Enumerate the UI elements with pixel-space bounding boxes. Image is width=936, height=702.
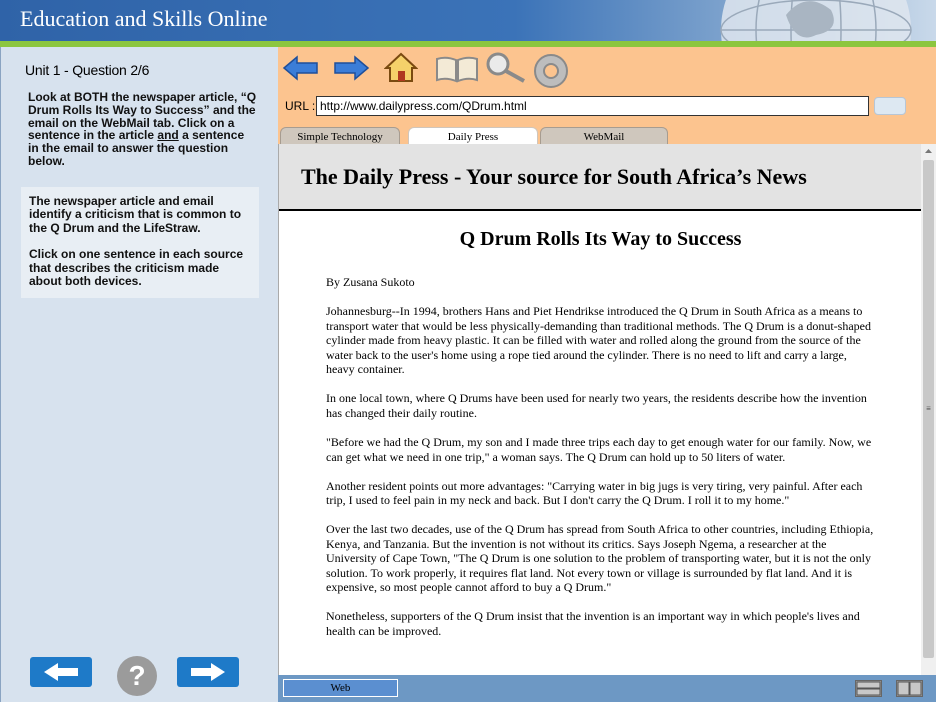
article-paragraph[interactable]: Johannesburg--In 1994, brothers Hans and Piet Hendrikse introduced the Q Drum in South Africa as a means to transport water that would be less physically-demanding than traditional methods. The Q Drum is a donut-shaped cylinder made from heavy plastic. It can be filled with water and rolled along the ground from the source of the water back to the user's home using a rope tied around the cylinder. There is no need to lift and carry a large, heavy container. bbox=[326, 303, 871, 377]
globe-icon bbox=[716, 0, 916, 41]
article-paragraph[interactable]: Another resident points out more advantages: "Carrying water in big jugs is very tiring, very painful. After each trip, I used to feel pain in my neck and back. But I don't carry the Q Drum. I roll it to my home." bbox=[326, 478, 863, 508]
browser-back-icon[interactable] bbox=[282, 55, 320, 81]
browser-forward-icon[interactable] bbox=[332, 55, 370, 81]
app-header bbox=[0, 0, 936, 41]
article-paragraph[interactable]: Over the last two decades, use of the Q Drum has spread from South Africa to other countries, including Ethiopia, Kenya, and Tanzania. But the invention is not without its critics. Says Joseph Ngema, a researcher at the University of Cape Town, "The Q Drum is one solution to the problem of transporting water, but it is not the only solution. To work properly, it requires flat land. Not every town or village is surrounded by flat land. And it is expensive, so most people cannot afford to buy a Q Drum." bbox=[326, 522, 874, 595]
search-icon[interactable] bbox=[484, 51, 530, 83]
instructions-text-2: a sentence in the email to answer the question below. bbox=[28, 128, 245, 168]
go-button[interactable] bbox=[874, 97, 906, 115]
tab-simple-technology[interactable]: Simple Technology bbox=[280, 127, 400, 145]
help-lifebuoy-icon[interactable] bbox=[532, 53, 570, 89]
back-button[interactable] bbox=[30, 657, 92, 687]
newspaper-masthead bbox=[279, 144, 921, 211]
url-label: URL : bbox=[285, 99, 316, 113]
help-button[interactable]: ? bbox=[117, 656, 157, 696]
scroll-thumb[interactable] bbox=[923, 160, 934, 658]
article-paragraph[interactable]: In one local town, where Q Drums have been used for nearly two years, the residents describe how the invention has changed their daily routine. bbox=[326, 391, 867, 420]
instructions-text-1: Look at BOTH the newspaper article, “Q Drum Rolls Its Way to Success” and the email on the WebMail tab. Click on a sentence in the article bbox=[28, 90, 257, 143]
browser-tabs bbox=[278, 126, 936, 144]
task-instructions bbox=[28, 91, 258, 168]
instructions-and: and bbox=[157, 128, 179, 143]
side-by-side-view-icon[interactable] bbox=[896, 680, 923, 697]
scroll-grip-icon: ≡ bbox=[926, 404, 931, 413]
scroll-up-icon[interactable] bbox=[921, 145, 936, 157]
tab-webmail[interactable]: WebMail bbox=[540, 127, 668, 145]
masthead-title: The Daily Press - Your source for South Africa’s News bbox=[301, 164, 807, 189]
web-page bbox=[278, 144, 921, 675]
question-heading: Unit 1 - Question 2/6 bbox=[25, 62, 150, 78]
url-input[interactable] bbox=[316, 96, 869, 116]
stacked-view-icon[interactable] bbox=[855, 680, 882, 697]
app-title: Education and Skills Online bbox=[20, 6, 268, 31]
next-button[interactable] bbox=[177, 657, 239, 687]
vertical-scrollbar[interactable] bbox=[921, 144, 936, 675]
article-title: Q Drum Rolls Its Way to Success bbox=[459, 228, 742, 250]
tab-daily-press[interactable]: Daily Press bbox=[408, 127, 538, 145]
home-icon[interactable] bbox=[384, 51, 418, 83]
prompt-paragraph-1: The newspaper article and email identify a criticism that is common to the Q Drum and the LifeStraw. bbox=[29, 194, 242, 235]
article-paragraph[interactable]: Nonetheless, supporters of the Q Drum insist that the invention is an important way in which people's lives and health can be improved. bbox=[326, 609, 860, 639]
article-byline: By Zusana Sukoto bbox=[326, 275, 415, 289]
bookmarks-icon[interactable] bbox=[434, 55, 480, 83]
arrow-right-icon bbox=[177, 657, 239, 687]
bottom-bar bbox=[278, 675, 936, 702]
question-prompt bbox=[21, 187, 259, 298]
prompt-paragraph-2: Click on one sentence in each source that describes the criticism made about both devices. bbox=[29, 247, 244, 289]
article-body bbox=[326, 275, 874, 653]
article-paragraph[interactable]: "Before we had the Q Drum, my son and I made three trips each day to get enough water for our family. Now, we can get what we need in one trip," a woman says. The Q Drum can hold up to 50 liters of water. bbox=[326, 434, 872, 464]
arrow-left-icon bbox=[30, 657, 92, 687]
web-tab[interactable]: Web bbox=[283, 679, 398, 697]
question-panel bbox=[0, 47, 278, 702]
